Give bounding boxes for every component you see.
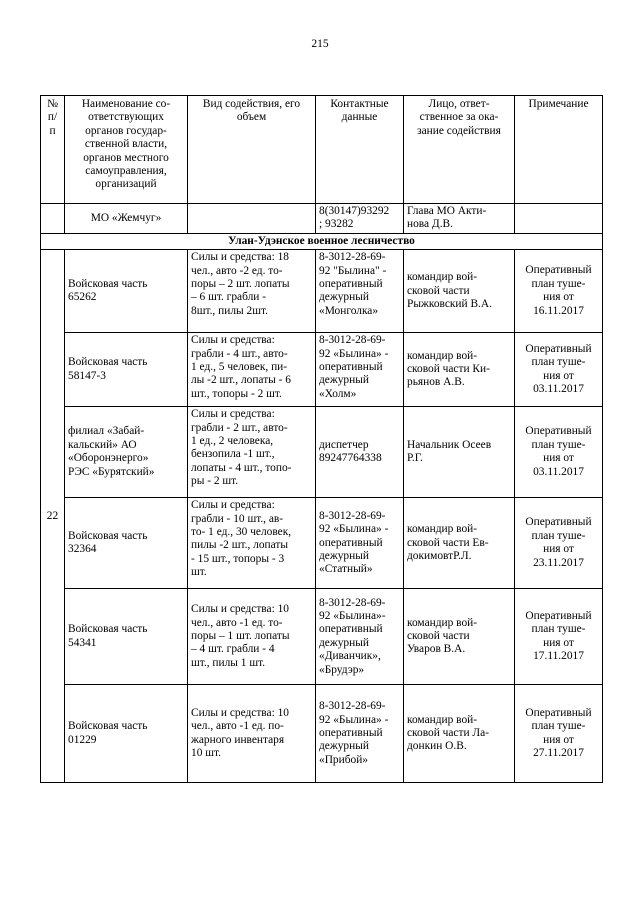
table-row (41, 407, 603, 498)
header-row (41, 96, 603, 204)
cell-assistance-type: Силы и средства: грабли - 10 шт., ав- то- 1 ед., 30 человек, пилы -2 шт., лопаты - 15 шт., топоры - 3 шт. (188, 498, 316, 589)
assistance-table (40, 95, 603, 783)
header-organization: Наименование со- ответствующих органов государ- ственной власти, органов местного самоуправления, организаций (65, 96, 188, 204)
cell-note (515, 204, 603, 234)
table-row (41, 498, 603, 589)
cell-num (41, 204, 65, 234)
cell-contact: 8-3012-28-69- 92 «Былина» - оперативный дежурный «Холм» (316, 333, 404, 407)
cell-assistance-type (188, 204, 316, 234)
header-contact: Контактные данные (316, 96, 404, 204)
cell-organization: Войсковая часть 32364 (65, 498, 188, 589)
cell-contact: диспетчер 89247764338 (316, 407, 404, 498)
cell-note: Оперативный план туше- ния от 27.11.2017 (515, 685, 603, 783)
cell-responsible-person: командир вой- сковой части Ла- донкин О.В. (404, 685, 515, 783)
cell-organization: Войсковая часть 54341 (65, 589, 188, 685)
cell-responsible-person: командир вой- сковой части Ев- докимовтР.Л. (404, 498, 515, 589)
table-row (41, 204, 603, 234)
cell-note: Оперативный план туше- ния от 16.11.2017 (515, 250, 603, 333)
cell-organization: Войсковая часть 58147-3 (65, 333, 188, 407)
header-num: № п/ п (41, 96, 65, 204)
cell-contact: 8-3012-28-69- 92 «Былина» - оперативный дежурный «Статный» (316, 498, 404, 589)
cell-note: Оперативный план туше- ния от 17.11.2017 (515, 589, 603, 685)
section-row (41, 233, 603, 249)
cell-note: Оперативный план туше- ния от 03.11.2017 (515, 333, 603, 407)
header-assistance-type: Вид содействия, его объем (188, 96, 316, 204)
cell-assistance-type: Силы и средства: 10 чел., авто -1 ед. то- поры – 1 шт. лопаты – 4 шт. грабли - 4 шт., пилы 1 шт. (188, 589, 316, 685)
cell-assistance-type: Силы и средства: грабли - 4 шт., авто- 1 ед., 5 человек, пи- лы -2 шт., лопаты - 6 шт., топоры - 2 шт. (188, 333, 316, 407)
cell-contact: 8(30147)93292 ; 93282 (316, 204, 404, 234)
cell-assistance-type: Силы и средства: 10 чел., авто -1 ед. по- жарного инвентаря 10 шт. (188, 685, 316, 783)
cell-assistance-type: Силы и средства: 18 чел., авто -2 ед. то- поры – 2 шт. лопаты – 6 шт. грабли - 8шт., пилы 2шт. (188, 250, 316, 333)
cell-organization: Войсковая часть 65262 (65, 250, 188, 333)
cell-note: Оперативный план туше- ния от 23.11.2017 (515, 498, 603, 589)
table-row (41, 250, 603, 333)
cell-organization: Войсковая часть 01229 (65, 685, 188, 783)
cell-contact: 8-3012-28-69- 92 «Былина» - оперативный дежурный «Прибой» (316, 685, 404, 783)
cell-organization: филиал «Забай- кальский» АО «Оборонэнерго» РЭС «Бурятский» (65, 407, 188, 498)
cell-responsible-person: командир вой- сковой части Ки- рьянов А.В. (404, 333, 515, 407)
cell-organization: МО «Жемчуг» (65, 204, 188, 234)
cell-responsible-person: Начальник Осеев Р.Г. (404, 407, 515, 498)
cell-note: Оперативный план туше- ния от 03.11.2017 (515, 407, 603, 498)
page-number: 215 (311, 38, 329, 50)
header-responsible-person: Лицо, ответ- ственное за ока- зание содействия (404, 96, 515, 204)
table-row (41, 685, 603, 783)
cell-contact: 8-3012-28-69- 92 «Былина»- оперативный дежурный «Диванчик», «Брудэр» (316, 589, 404, 685)
table-row (41, 333, 603, 407)
section-title: Улан-Удэнское военное лесничество (41, 233, 603, 249)
cell-responsible-person: Глава МО Акти- нова Д.В. (404, 204, 515, 234)
cell-responsible-person: командир вой- сковой части Уваров В.А. (404, 589, 515, 685)
cell-responsible-person: командир вой- сковой части Рыжковский В.А. (404, 250, 515, 333)
cell-assistance-type: Силы и средства: грабли - 2 шт., авто- 1 ед., 2 человека, бензопила -1 шт., лопаты - 4 шт., топо- ры - 2 шт. (188, 407, 316, 498)
header-note: Примечание (515, 96, 603, 204)
table-row (41, 589, 603, 685)
cell-contact: 8-3012-28-69- 92 "Былина" - оперативный дежурный «Монголка» (316, 250, 404, 333)
group-number: 22 (41, 250, 65, 783)
